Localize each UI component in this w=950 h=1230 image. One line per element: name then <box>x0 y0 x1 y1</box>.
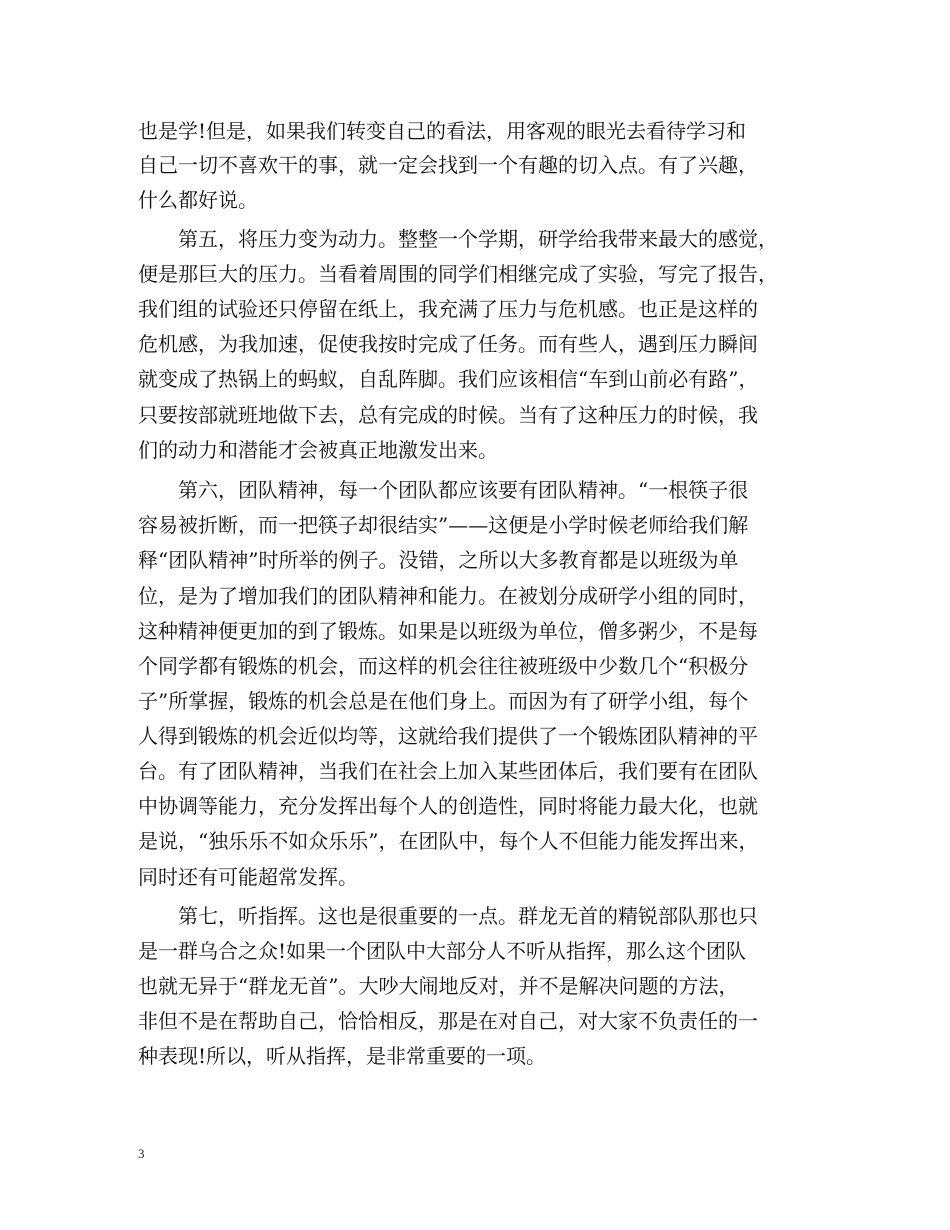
text-line: 们的动力和潜能才会被真正地激发出来。 <box>138 438 498 462</box>
text-line: 第六，团队精神，每一个团队都应该要有团队精神。“一根筷子很 <box>138 478 749 502</box>
text-line: 危机感，为我加速，促使我按时完成了任务。而有些人，遇到压力瞬间 <box>138 332 758 356</box>
text-line: 便是那巨大的压力。当看着周围的同学们相继完成了实验，写完了报告， <box>138 262 778 286</box>
text-line: 台。有了团队精神，当我们在社会上加入某些团体后，我们要有在团队 <box>138 759 758 783</box>
text-line: 是说，“独乐乐不如众乐乐”，在团队中，每个人不但能力能发挥出来， <box>138 829 759 853</box>
text-line: 种表现!所以，听从指挥，是非常重要的一项。 <box>138 1044 547 1068</box>
text-line: 容易被折断，而一把筷子却很结实”——这便是小学时候老师给我们解 <box>138 513 749 537</box>
text-line: 同时还有可能超常发挥。 <box>138 865 358 889</box>
text-line: 个同学都有锻炼的机会，而这样的机会往往被班级中少数几个“积极分 <box>138 654 749 678</box>
text-line: 第七，听指挥。这也是很重要的一点。群龙无首的精锐部队那也只 <box>138 904 758 928</box>
text-line: 也就无异于“群龙无首”。大吵大闹地反对，并不是解决问题的方法， <box>138 974 739 998</box>
text-line: 自己一切不喜欢干的事，就一定会找到一个有趣的切入点。有了兴趣， <box>138 153 758 177</box>
text-line: 只要按部就班地做下去，总有完成的时候。当有了这种压力的时候，我 <box>138 403 758 427</box>
text-line: 中协调等能力，充分发挥出每个人的创造性，同时将能力最大化，也就 <box>138 794 758 818</box>
text-line: 第五，将压力变为动力。整整一个学期，研学给我带来最大的感觉， <box>138 227 778 251</box>
text-line: 就变成了热锅上的蚂蚁，自乱阵脚。我们应该相信“车到山前必有路”， <box>138 367 759 391</box>
text-line: 是一群乌合之众!如果一个团队中大部分人不听从指挥，那么这个团队 <box>138 939 747 963</box>
text-line: 子”所掌握，锻炼的机会总是在他们身上。而因为有了研学小组，每个 <box>138 689 749 713</box>
page-number: 3 <box>138 1146 145 1161</box>
text-line: 非但不是在帮助自己，恰恰相反，那是在对自己，对大家不负责任的一 <box>138 1009 758 1033</box>
text-line: 什么都好说。 <box>138 188 258 212</box>
text-line: 人得到锻炼的机会近似均等，这就给我们提供了一个锻炼团队精神的平 <box>138 724 758 748</box>
text-line: 释“团队精神”时所举的例子。没错，之所以大多教育都是以班级为单 <box>138 548 739 572</box>
text-line: 也是学!但是，如果我们转变自己的看法，用客观的眼光去看待学习和 <box>138 119 747 143</box>
text-line: 这种精神便更加的到了锻炼。如果是以班级为单位，僧多粥少，不是每 <box>138 619 758 643</box>
text-line: 我们组的试验还只停留在纸上，我充满了压力与危机感。也正是这样的 <box>138 297 758 321</box>
text-line: 位，是为了增加我们的团队精神和能力。在被划分成研学小组的同时， <box>138 584 758 608</box>
